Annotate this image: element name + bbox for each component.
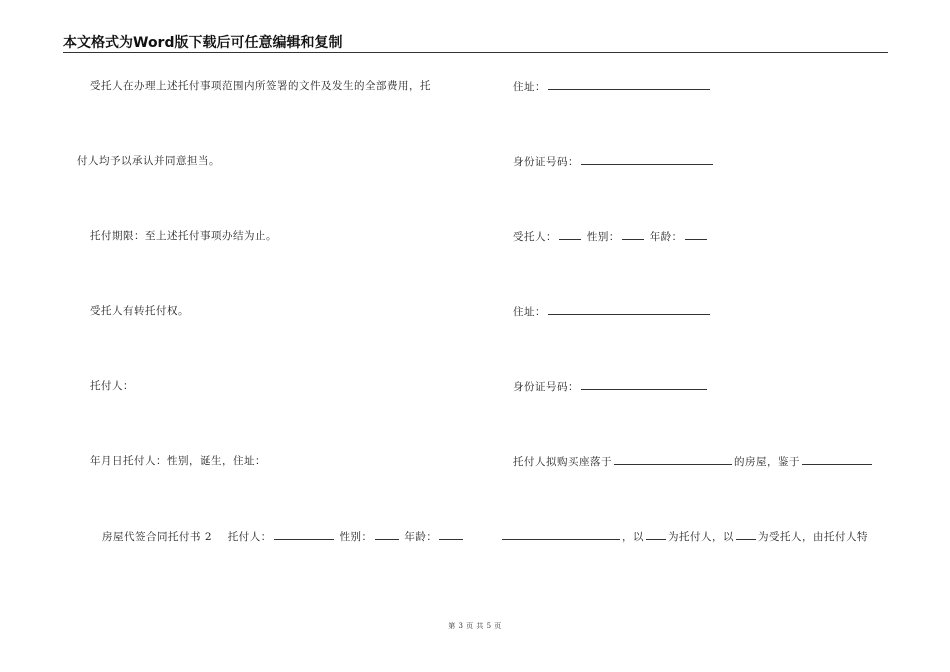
assign-text-c: 为受托人，由托付人特 (758, 531, 868, 543)
location-blank (614, 454, 732, 465)
agent-gender-blank (622, 229, 644, 240)
assign-text-a: ，以 (622, 531, 644, 543)
right-line-2 (513, 154, 715, 169)
purchase-text-a: 托付人拟购买座落于 (513, 456, 612, 468)
right-line-6 (513, 454, 874, 469)
left-paragraph-4: 受托人有转托付权。 (90, 305, 189, 317)
agent-address-blank (548, 304, 710, 315)
agent-age-label: 年龄： (649, 231, 683, 243)
left-paragraph-6: 年月日托付人：性别，诞生，住址： (90, 455, 266, 467)
page-number: 第 3 页 共 5 页 (448, 622, 502, 630)
right-line-1 (513, 79, 712, 94)
reason-blank (802, 454, 872, 465)
principal-label: 托付人： (227, 531, 272, 543)
agent-address-label: 住址： (513, 306, 546, 318)
purchase-text-b: 的房屋，鉴于 (734, 456, 800, 468)
left-paragraph-7 (102, 529, 465, 544)
right-line-4 (513, 304, 712, 319)
left-paragraph-2: 付人均予以承认并同意担当。 (77, 155, 220, 167)
id-number-label: 身份证号码： (513, 156, 579, 168)
document-header: 本文格式为Word版下载后可任意编辑和复制 (63, 35, 343, 51)
right-line-5 (513, 379, 709, 394)
agent-gender-label: 性别： (586, 231, 620, 243)
assign-text-b: 为托付人，以 (668, 531, 734, 543)
address-blank (548, 79, 710, 90)
header-divider (63, 52, 888, 53)
continuation-blank (502, 529, 620, 540)
agent-label: 受托人： (513, 231, 557, 243)
left-paragraph-5: 托付人： (90, 380, 134, 392)
age-blank (439, 529, 463, 540)
agent-name-blank (736, 529, 756, 540)
right-line-3 (513, 229, 709, 244)
address-label: 住址： (513, 81, 546, 93)
id-number-blank (581, 154, 713, 165)
contract-title: 房屋代签合同托付书 2 (102, 531, 213, 543)
principal-blank (274, 529, 334, 540)
agent-age-blank (685, 229, 707, 240)
agent-blank (559, 229, 581, 240)
left-paragraph-3: 托付期限：至上述托付事项办结为止。 (90, 230, 277, 242)
agent-id-blank (581, 379, 707, 390)
gender-blank (375, 529, 399, 540)
principal-name-blank (646, 529, 666, 540)
right-line-7 (500, 529, 868, 544)
gender-label: 性别： (339, 531, 373, 543)
age-label: 年龄： (404, 531, 438, 543)
agent-id-label: 身份证号码： (513, 381, 579, 393)
left-paragraph-1: 受托人在办理上述托付事项范围内所签署的文件及发生的全部费用，托 (90, 80, 431, 92)
